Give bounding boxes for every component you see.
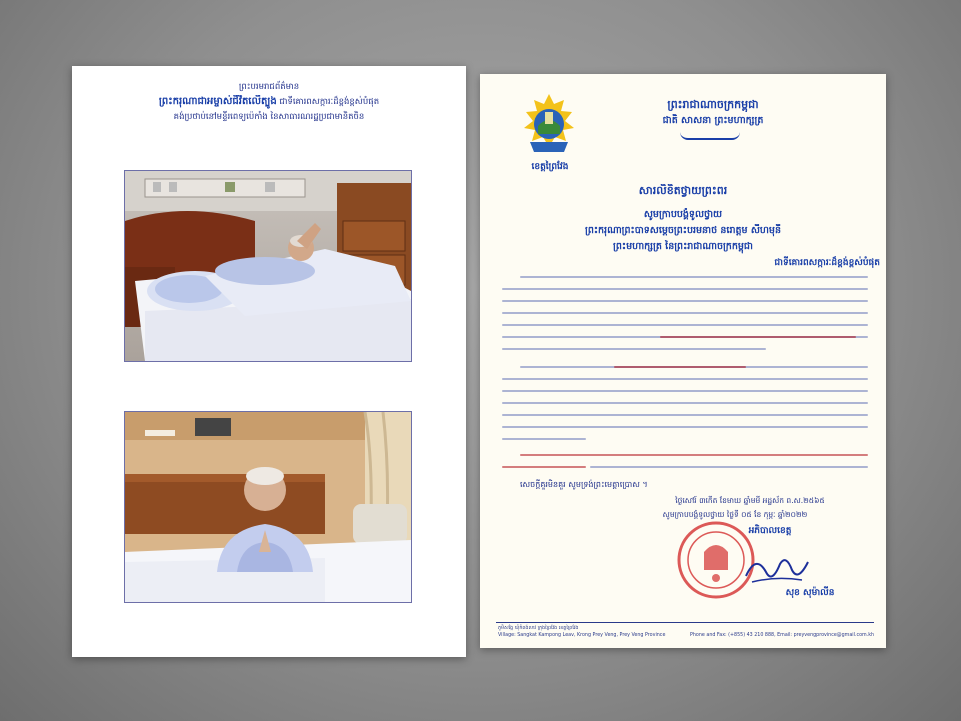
signer-name: សុខ សុម៉ាលីន [785, 588, 835, 598]
province-name: ខេត្តព្រៃវែង [531, 162, 569, 172]
footer-address-kh: ភូមិសង្កែ ឃុំកំពង់លាវ ក្រុងព្រៃវែង ខេត្តព្រៃវែង [498, 626, 579, 631]
date-line-2-prefix: សូមក្រាបបង្គំទូលថ្វាយ [662, 510, 725, 519]
left-page [72, 66, 466, 657]
left-header-line-1: ព្រះបរមរាជព័ត៌មាន [238, 82, 300, 92]
footer-contact-en: Phone and Fax: (+855) 43 210 888, Email: preyvengprovince@gmail.com.kh [690, 633, 875, 638]
kingdom-title: ព្រះរាជាណាចក្រកម្ពុជា [667, 98, 759, 111]
signer-title: អភិបាលខេត្ត [748, 526, 792, 536]
province-emblem [516, 92, 582, 158]
closing-line: សេចក្តីគួរមិនគួរ សូមទ្រង់ព្រះមេត្តាប្រោស ។ [520, 480, 648, 489]
kingdom-motto: ជាតិ សាសនា ព្រះមហាក្សត្រ [662, 115, 764, 126]
addressee-line-2: ព្រះករុណាព្រះបាទសម្តេចព្រះបរមនាថ នរោត្តម សីហមុនី [584, 225, 781, 236]
footer-divider [496, 622, 874, 623]
date-line-3: ថ្ងៃទី ០៥ ខែ កុម្ភៈ ឆ្នាំ២០២២ [726, 510, 808, 519]
province-emblem-icon [516, 92, 582, 158]
left-header-king-title: ព្រះករុណាជាអម្ចាស់ជីវិតលើត្បូង [158, 96, 277, 107]
photo-2-image [125, 412, 411, 602]
motto-ornament [680, 132, 740, 140]
letter-title: សារលិខិតថ្វាយព្រះពរ [638, 184, 728, 197]
addressee-line-3: ព្រះមហាក្សត្រ នៃព្រះរាជាណាចក្រកម្ពុជា [613, 241, 753, 252]
left-header-line-3: គង់ប្រថាប់នៅមន្ទីរពេទ្យប៉េកាំង នៃសាធារណរដ្ឋប្រជាមានិតចិន [173, 112, 365, 122]
addressee-line-4: ជាទីគោរពសក្ការៈដ៏ខ្ពង់ខ្ពស់បំផុត [774, 258, 880, 268]
right-page-letter [480, 74, 886, 648]
footer-address-en: Village: Sangkat Kampong Leav, Krong Prey Veng, Prey Veng Province [498, 633, 666, 638]
signature [742, 552, 812, 588]
signature-mark [742, 552, 812, 588]
left-header-line-2 [72, 95, 466, 109]
addressee-line-1: សូមក្រាបបង្គំទូលថ្វាយ [643, 209, 723, 220]
photo-1-image [125, 171, 411, 361]
date-line-1: ថ្ងៃសៅរ៍ ៣កើត ខែមាឃ ឆ្នាំមមី អដ្ឋស័ក ព.ស.២៥៦៥ [675, 496, 825, 505]
photo-king-in-bed [124, 170, 412, 362]
left-header-honorific: ជាទីគោរពសក្ការៈដ៏ខ្ពង់ខ្ពស់បំផុត [279, 97, 380, 107]
photo-king-sitting [124, 411, 412, 603]
